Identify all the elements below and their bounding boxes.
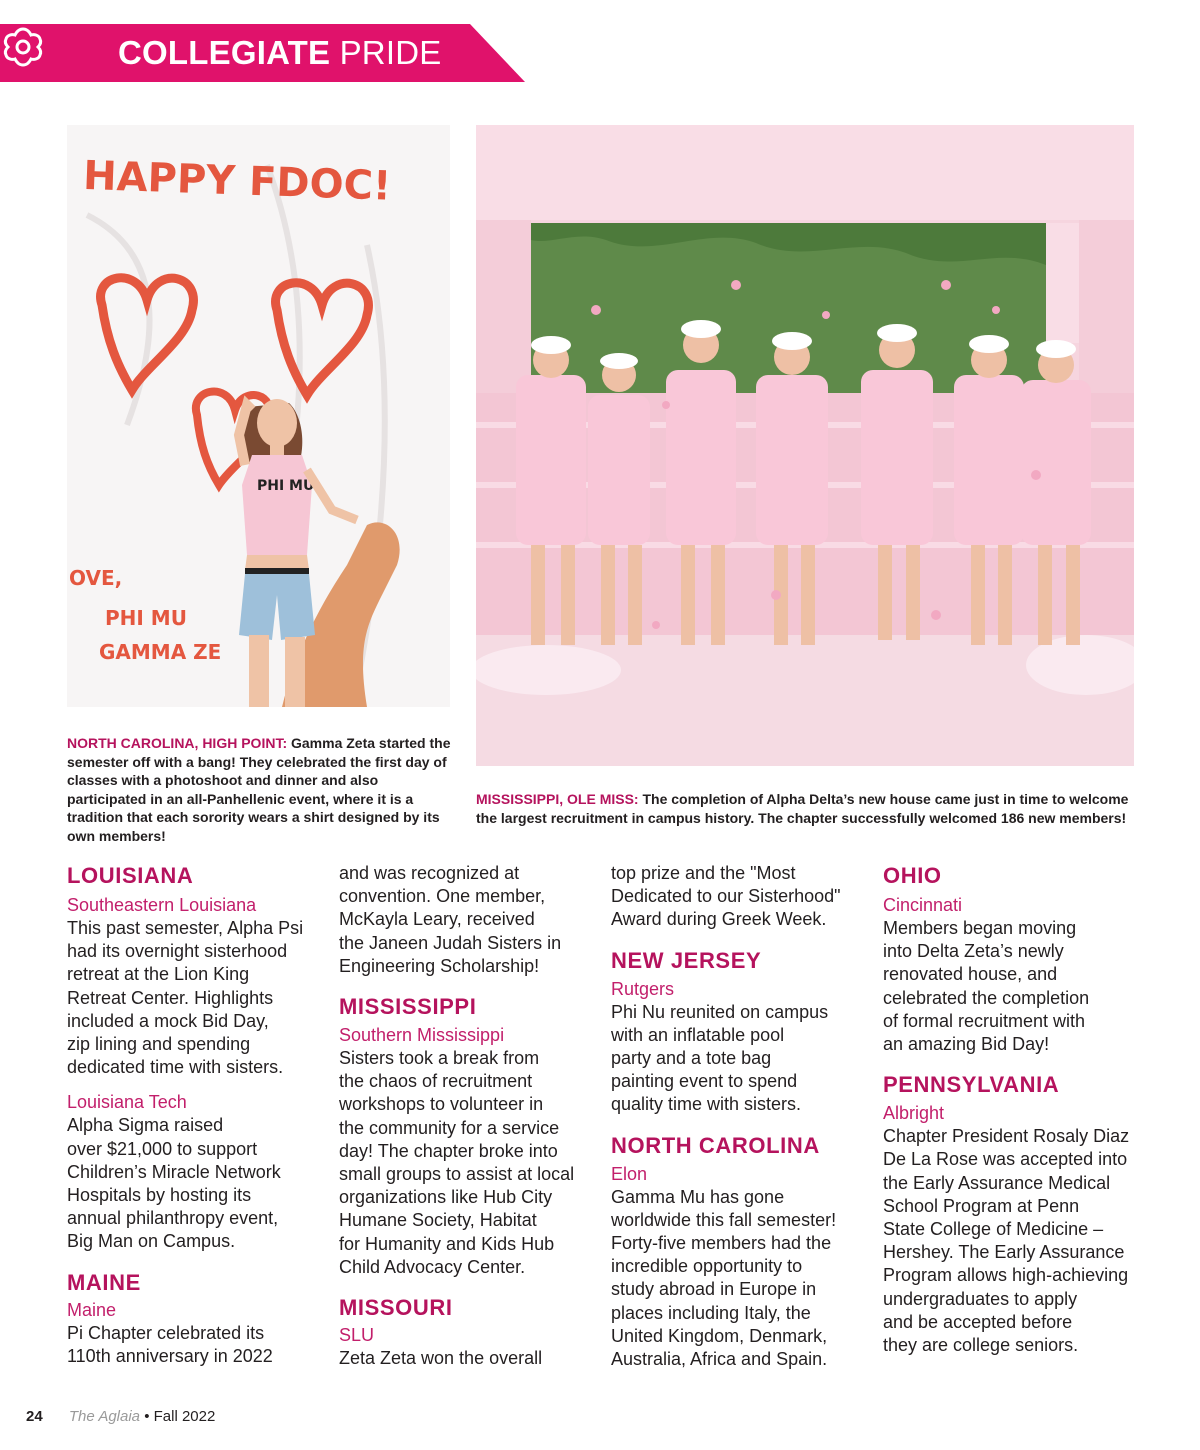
sign-line-3: GAMMA ZE (99, 640, 222, 664)
text-line: the community for a service (339, 1117, 560, 1138)
chapter-news (339, 1047, 589, 1279)
photo-ole-miss (476, 125, 1134, 766)
text-line: included a mock Bid Day, (67, 1010, 269, 1031)
text-line: Big Man on Campus. (67, 1231, 236, 1252)
text-line: an amazing Bid Day! (883, 1034, 1050, 1055)
state-heading: MISSOURI (339, 1295, 453, 1321)
school-name: Southern Mississippi (339, 1025, 505, 1046)
text-line: they are college seniors. (883, 1335, 1079, 1356)
page-footer (26, 1408, 215, 1425)
text-line: Hershey. The Early Assurance (883, 1242, 1125, 1263)
title-bold: COLLEGIATE (118, 34, 331, 71)
school-name: Southeastern Louisiana (67, 895, 257, 915)
text-line: Australia, Africa and Spain. (611, 1349, 828, 1370)
magazine-title: The Aglaia (68, 1408, 141, 1425)
text-line: workshops to volunteer in (339, 1094, 544, 1115)
text-line: renovated house, and (883, 964, 1058, 985)
text-line: organizations like Hub City (339, 1187, 553, 1208)
page-title (118, 34, 441, 72)
school-name: Maine (67, 1299, 117, 1320)
state-heading: OHIO (883, 863, 942, 888)
text-line: painting event to spend (611, 1071, 798, 1092)
text-line: dedicated time with sisters. (67, 1057, 284, 1078)
school-name: Cincinnati (883, 895, 963, 915)
state-heading: NEW JERSEY (611, 947, 762, 973)
text-line: convention. One member, (339, 886, 546, 907)
text-line: incredible opportunity to (611, 1256, 803, 1277)
text-line: Child Advocacy Center. (339, 1256, 526, 1277)
text-line: small groups to assist at local (339, 1164, 575, 1185)
text-line: quality time with sisters. (611, 1094, 802, 1115)
text-line: Forty-five members had the (611, 1233, 832, 1254)
text-line: retreat at the Lion King (67, 964, 250, 985)
text-line: United Kingdom, Denmark, (611, 1325, 828, 1346)
caption-ole-miss (476, 790, 1136, 827)
column-1 (67, 862, 317, 1368)
photo-high-point (67, 125, 450, 707)
text-line: Humane Society, Habitat (339, 1210, 537, 1231)
text-line: day! The chapter broke into (339, 1140, 558, 1161)
text-line: School Program at Penn (883, 1195, 1080, 1216)
chapter-news-continued (611, 862, 861, 932)
title-light: PRIDE (339, 34, 442, 71)
text-line: Retreat Center. Highlights (67, 987, 274, 1008)
shirt-text: PHI MU (257, 478, 315, 494)
column-2 (339, 862, 589, 1370)
state-heading: MISSISSIPPI (339, 994, 477, 1020)
flower-icon (0, 24, 46, 70)
text-line: into Delta Zeta’s newly (883, 941, 1064, 962)
text-line: Pi Chapter celebrated its (67, 1322, 265, 1343)
text-line: Engineering Scholarship! (339, 955, 540, 976)
text-line: celebrated the completion (883, 987, 1090, 1008)
banner-text: HAPPY FDOC! (82, 152, 392, 210)
text-line: undergraduates to apply (883, 1288, 1078, 1309)
text-line: Award during Greek Week. (611, 909, 827, 930)
school-name: Rutgers (611, 978, 675, 999)
text-line: Chapter President Rosaly Diaz (883, 1126, 1130, 1147)
column-3 (611, 862, 861, 1371)
state-heading: LOUISIANA (67, 863, 194, 888)
sign-line-2: PHI MU (105, 606, 187, 630)
text-line: top prize and the "Most (611, 863, 796, 883)
text-line: the Janeen Judah Sisters in (339, 932, 562, 953)
text-line: State College of Medicine – (883, 1219, 1104, 1240)
photo-ole-miss-illustration (476, 125, 1134, 766)
school-name: Albright (883, 1103, 945, 1124)
chapter-news (611, 1186, 861, 1372)
chapter-news (67, 1114, 317, 1253)
chapter-news (339, 1347, 589, 1370)
sign-line-1: OVE, (69, 566, 123, 590)
text-line: De La Rose was accepted into (883, 1149, 1128, 1170)
text-line: and was recognized at (339, 863, 520, 883)
text-line: had its overnight sisterhood (67, 941, 288, 962)
text-line: Phi Nu reunited on campus (611, 1001, 829, 1022)
school-name: Louisiana Tech (67, 1092, 187, 1113)
issue-label: • Fall 2022 (144, 1408, 216, 1425)
caption-location: MISSISSIPPI, OLE MISS: (476, 791, 639, 807)
text-line: Program allows high-achieving (883, 1265, 1129, 1286)
text-line: the chaos of recruitment (339, 1071, 533, 1092)
text-line: with an inflatable pool (611, 1024, 785, 1045)
caption-text: Gamma Zeta started the semester off with a bang! They celebrated the first day of classes with a photoshoot and dinner and also participated in an all-Panhellenic event, where it is a tradition that each sorority wears a shirt designed by its own members! (67, 735, 451, 844)
text-line: study abroad in Europe in (611, 1279, 817, 1300)
text-line: Alpha Sigma raised (67, 1115, 224, 1136)
text-line: Gamma Mu has gone (611, 1186, 785, 1207)
text-line: Hospitals by hosting its (67, 1185, 252, 1206)
text-line: Zeta Zeta won the overall (339, 1348, 543, 1369)
text-line: over $21,000 to support (67, 1138, 258, 1159)
text-line: Dedicated to our Sisterhood" (611, 886, 841, 907)
chapter-news-continued (339, 862, 589, 978)
text-line: places including Italy, the (611, 1302, 811, 1323)
state-heading: MAINE (67, 1269, 141, 1295)
text-line: and be accepted before (883, 1311, 1073, 1332)
text-line: annual philanthropy event, (67, 1208, 279, 1229)
text-line: party and a tote bag (611, 1048, 772, 1069)
text-line: for Humanity and Kids Hub (339, 1233, 555, 1254)
chapter-news (883, 1125, 1133, 1357)
text-line: the Early Assurance Medical (883, 1172, 1111, 1193)
column-4 (883, 862, 1133, 1357)
chapter-news (67, 1322, 317, 1368)
chapter-news (611, 1001, 861, 1117)
text-line: Children’s Miracle Network (67, 1161, 281, 1182)
caption-location: NORTH CAROLINA, HIGH POINT: (67, 735, 288, 751)
section-banner (0, 24, 525, 82)
text-line: This past semester, Alpha Psi (67, 918, 304, 938)
caption-high-point (67, 734, 452, 845)
state-heading: NORTH CAROLINA (611, 1132, 820, 1158)
text-line: Members began moving (883, 918, 1077, 938)
state-heading: PENNSYLVANIA (883, 1072, 1060, 1098)
text-line: worldwide this fall semester! (611, 1209, 837, 1230)
school-name: Elon (611, 1163, 648, 1184)
text-line: of formal recruitment with (883, 1010, 1086, 1031)
photo-high-point-illustration (67, 125, 450, 707)
chapter-news (883, 917, 1133, 1056)
text-line: 110th anniversary in 2022 (67, 1345, 273, 1366)
text-line: McKayla Leary, received (339, 909, 535, 930)
text-line: zip lining and spending (67, 1034, 251, 1055)
school-name: SLU (339, 1325, 375, 1346)
text-line: Sisters took a break from (339, 1048, 540, 1069)
chapter-news (67, 917, 317, 1079)
page-number: 24 (26, 1408, 43, 1425)
caption-text: The completion of Alpha Delta’s new house came just in time to welcome the largest recruitment in campus history. The chapter successfully welcomed 186 new members! (476, 791, 1129, 826)
